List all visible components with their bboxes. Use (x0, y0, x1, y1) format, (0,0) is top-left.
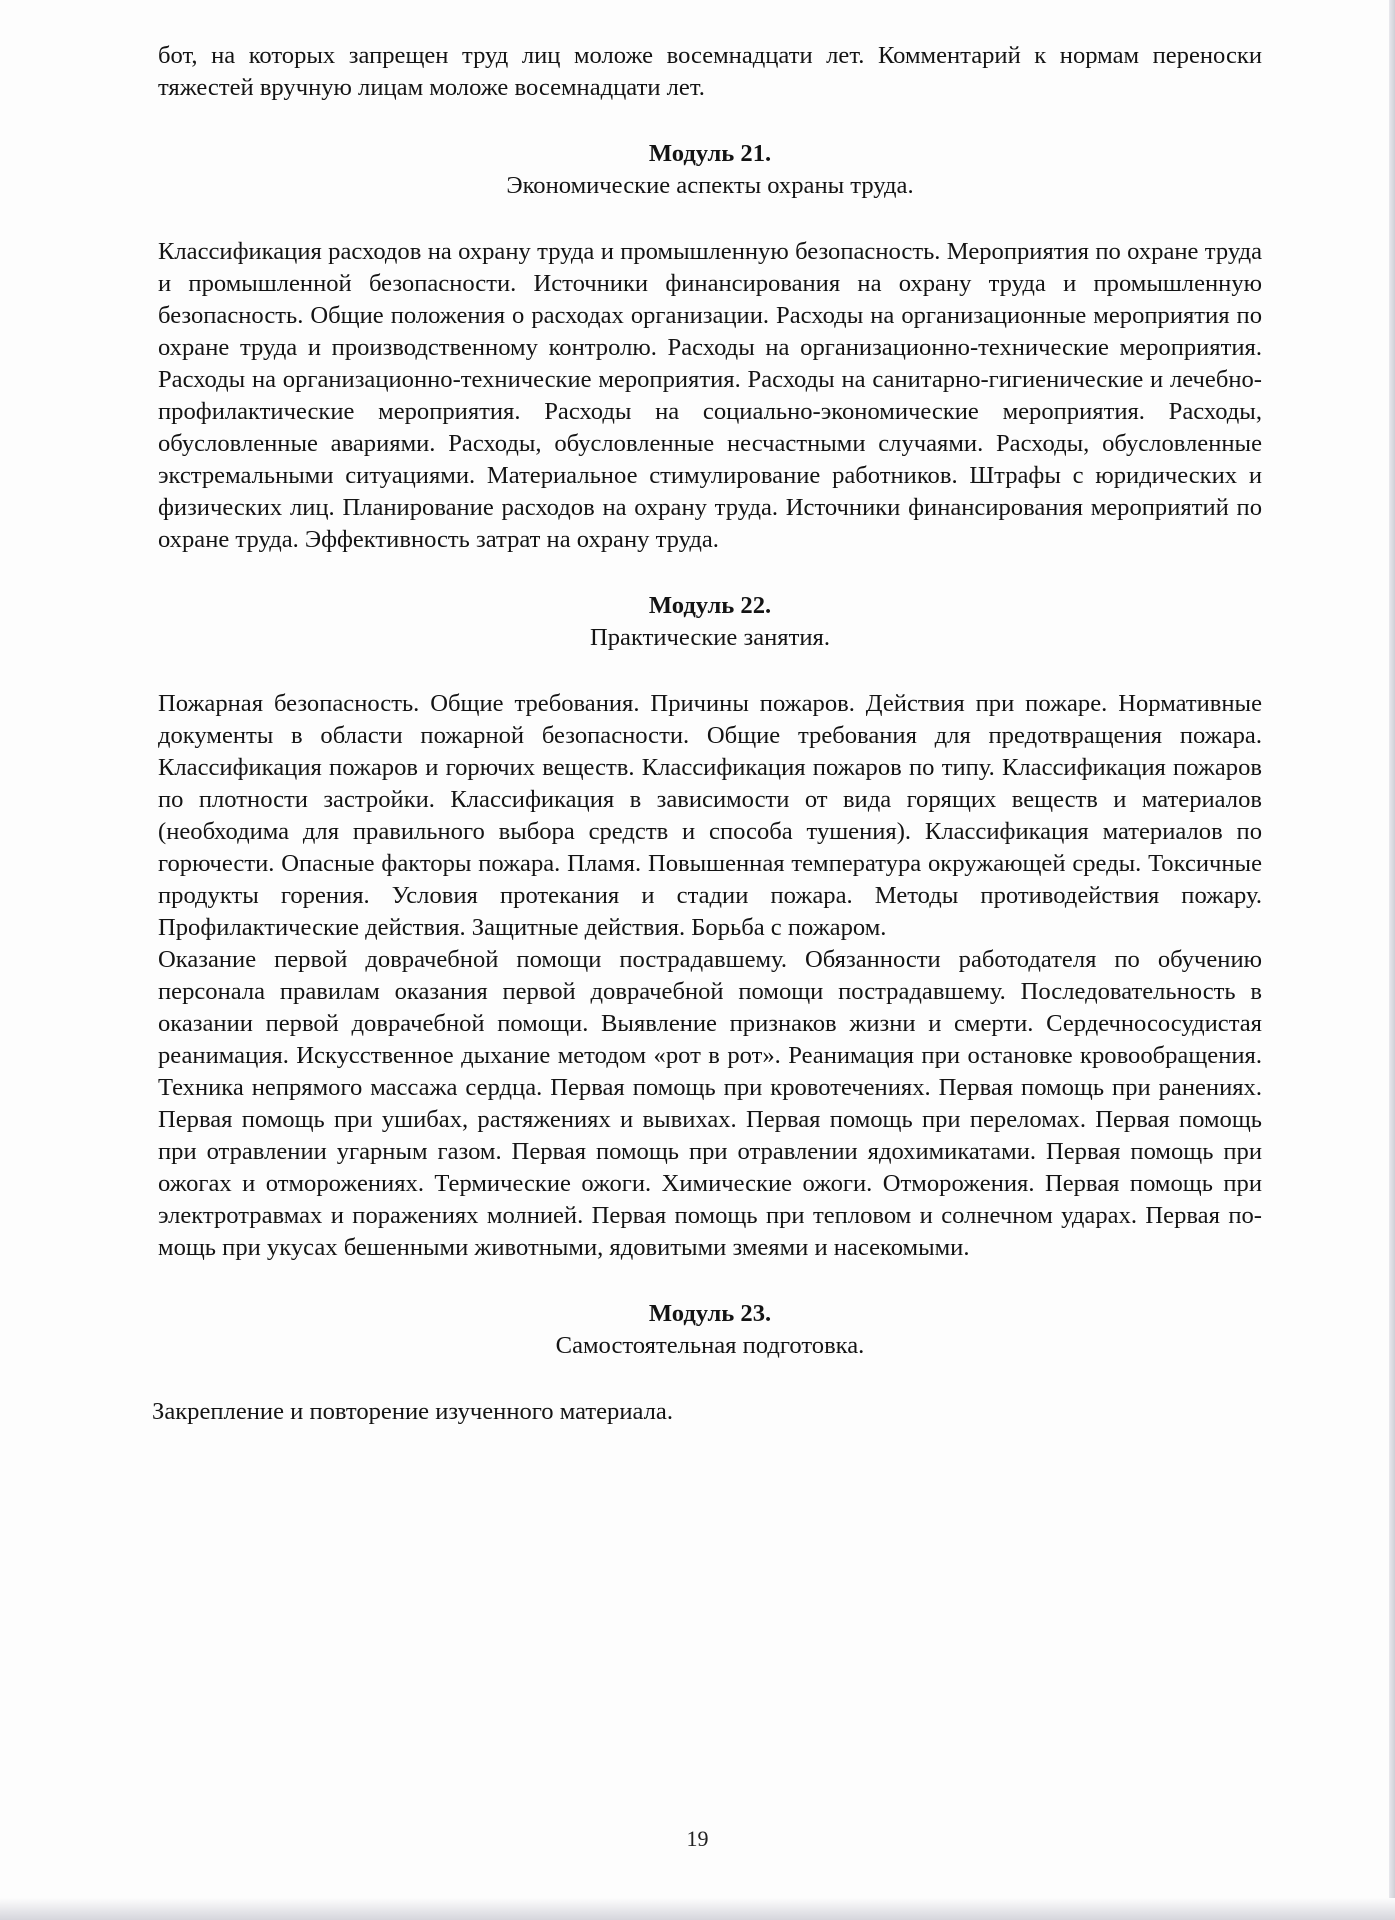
page-number: 19 (686, 1826, 709, 1851)
module-21-subtitle: Экономические аспекты охраны труда. (506, 172, 914, 199)
module-22-title: Модуль 22. (648, 592, 772, 619)
module-23-subtitle: Самостоятельная подготовка. (555, 1332, 865, 1359)
module-21-title: Модуль 21. (648, 140, 772, 167)
module-21-section (158, 138, 1262, 556)
module-22-paragraph-first-aid: Оказание первой доврачебной помощи пострадавшему. Обязанности работодателя по обучению персонала правилам оказания первой доврачебной помощи пострадавшему. Последовательность в оказании первой доврачебной помощи. Выявление признаков жизни и смерти. Сердечнососудистая реанимация. Искусственное дыхание методом «рот в рот». Реанимация при остановке кровообращения. Техника непрямого массажа сердца. Первая помощь при кровотечениях. Первая помощь при ранениях. Первая помощь при ушибах, растяжениях и вывихах. Первая помощь при переломах. Первая помощь при отравлении угарным газом. Первая помощь при отравлении ядохимикатами. Первая помощь при ожогах и отморожениях. Термические ожоги. Химические ожоги. Отморожения. Первая помощь при электротравмах и поражениях молнией. Первая помощь при тепловом и солнечном ударах. Первая помощь при укусах бешенными животными, ядовитыми змеями и насекомыми. (158, 946, 1262, 1261)
module-23-title: Модуль 23. (648, 1300, 772, 1327)
intro-paragraph: бот, на которых запрещен труд лиц моложе восемнадцати лет. Комментарий к нормам переноски тяжестей вручную лицам моложе восемнадцати лет. (158, 42, 1262, 101)
scan-edge-right (1389, 0, 1395, 1920)
module-22-section (158, 590, 1262, 1264)
module-22-subtitle: Практические занятия. (590, 624, 830, 651)
module-23-paragraph: Закрепление и повторение изученного материала. (152, 1398, 673, 1425)
scan-edge-bottom (0, 1898, 1395, 1920)
module-22-body (158, 688, 1262, 1264)
module-21-body (158, 236, 1262, 556)
module-23-section (152, 1298, 1262, 1428)
module-23-heading (158, 1298, 1262, 1362)
page-content (152, 40, 1262, 1428)
module-21-paragraph: Классификация расходов на охрану труда и промышленную безопасность. Мероприятия по охране труда и промышленной безопасности. Источники финансирования на охрану труда и промышленную безопасность. Общие положения о расходах организации. Расходы на организационные мероприятия по охране труда и производственному контролю. Расходы на организационно-технические мероприятия. Расходы на организационно-технические мероприятия. Расходы на санитарно-гигиенические и лечебно-профилактические мероприятия. Расходы на социально-экономические мероприятия. Расходы, обусловленные авариями. Расходы, обусловленные несчастными случаями. Расходы, обусловленные экстремальными ситуациями. Материальное стимулирование работников. Штрафы с юридических и физических лиц. Планирование расходов на охрану труда. Источники финансирования мероприятий по охране труда. Эффективность затрат на охрану труда. (158, 238, 1262, 553)
module-22-paragraph-fire-safety: Пожарная безопасность. Общие требования. Причины пожаров. Действия при пожаре. Нормативные документы в области пожарной безопасности. Общие требования для предотвращения пожара. Классификация пожаров и горючих веществ. Классификация пожаров по типу. Классификация пожаров по плотности застройки. Классификация в зависимости от вида горящих веществ и материалов (необходима для правильного выбора средств и способа тушения). Классификация материалов по горючести. Опасные факторы пожара. Пламя. Повышенная температура окружающей среды. Токсичные продукты горения. Условия протекания и стадии пожара. Методы противодействия пожару. Профилактические действия. Защитные действия. Борьба с пожаром. (158, 690, 1262, 941)
module-23-body (152, 1396, 1262, 1428)
module-22-heading (158, 590, 1262, 654)
module-21-heading (158, 138, 1262, 202)
